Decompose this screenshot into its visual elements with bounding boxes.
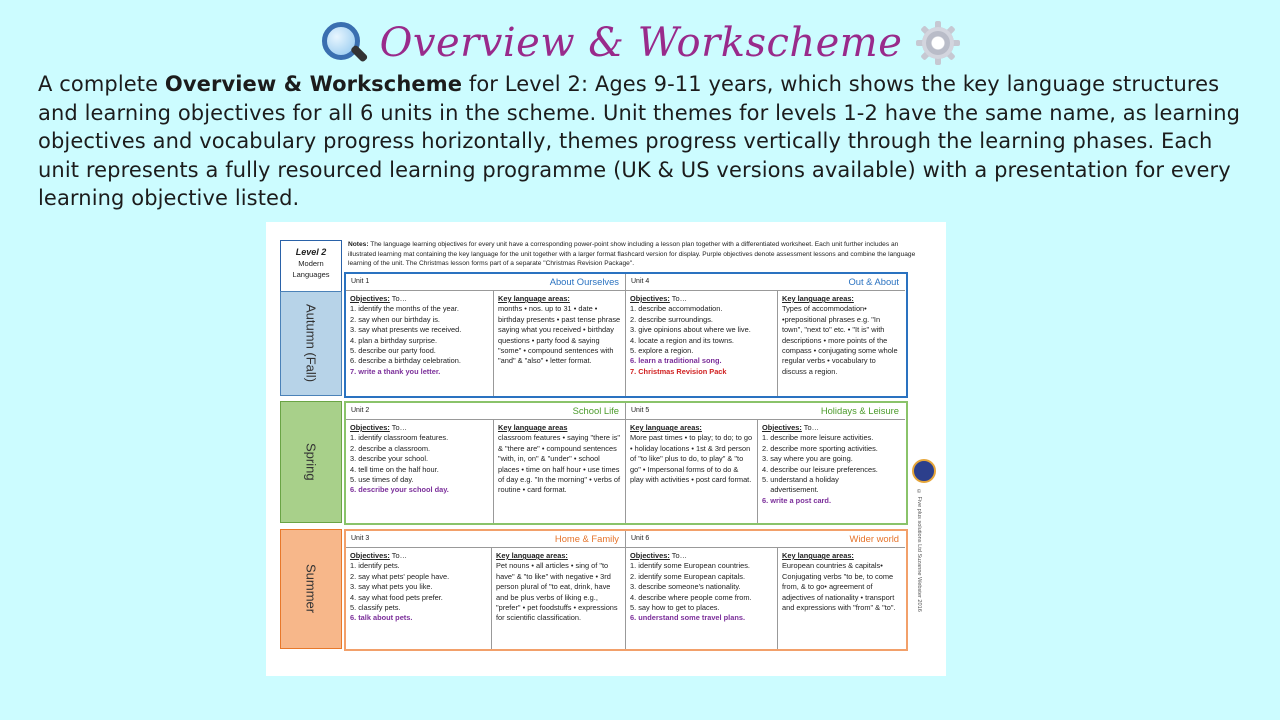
key-language: Key language areas: Types of accommodation• •prepositional phrases e.g. "In town", "next to" etc. • "It is" with descriptions • more points of the compass • conjugating some whole regular verbs • vocabulary to discuss a region. <box>782 294 898 376</box>
page-title: Overview & Workscheme <box>379 20 903 66</box>
key-language: Key language areas: European countries & capitals• Conjugating verbs "to be, to come from, & to go• agreement of adjectives of nationality • transport and expressions with "from" & "to". <box>782 551 896 613</box>
copyright: © Five plus solutions Ltd Suzanne Webster 2016 <box>916 489 922 612</box>
objectives: Objectives: To… 1. identify classroom features. 2. describe a classroom. 3. describe your school. 4. tell time on the half hour. 5. use times of day. 6. describe your school day. <box>346 420 494 523</box>
key-language: Key language areas classroom features • saying "there is" & "there are" • compound sentences "with, in, on" & "under" • school places • time on half hour • use times of day e.g. "In the morning" • verbs of routine • card format. <box>498 423 621 495</box>
key-language: Key language areas: Pet nouns • all articles • sing of "to have" & "to like" with negative • 3rd person plural of "to eat, drink, have and be plus verbs of liking e.g., "prefer" • pet foodstuffs • expressions for scientific classification. <box>496 551 618 623</box>
objectives: Objectives: To… 1. describe more leisure activities. 2. describe more sporting activities. 3. say where you are going. 4. describe our leisure preferences. 5. understand a holiday advertisement. 6. write a post card. <box>762 423 878 505</box>
unit-4: Unit 4 Out & About Objectives: To… 1. describe accommodation. 2. describe surroundings. 3. give opinions about where we live. 4. locate a region and its towns. 5. explore a region. 6. learn a traditional song. 7. Christmas Revision Pack Key language areas: Types of accommodation• •prepositional phrases e.g. "In town", "next to" etc. • "It is" with descriptions • more points of the compass • conjugating some whole regular verbs • vocabulary to discuss a region. <box>625 274 905 396</box>
key-language: Key language areas: More past times • to play; to do; to go • holiday locations • 1st & 3rd person of "to like" plus to do, to play" & "to go" • Impersonal forms of to do & play with activities • post card format. <box>626 420 758 523</box>
unit-5: Unit 5 Holidays & Leisure Key language areas: More past times • to play; to do; to go • holiday locations • 1st & 3rd person of "to like" plus to do, to play" & "to go" • Impersonal forms of to do & play with activities • post card format. Objectives: To… 1. describe more leisure activities. 2. describe more sporting activities. 3. say where you are going. 4. describe our leisure preferences. 5. understand a holiday advertisement. 6. write a post card. <box>625 403 905 523</box>
objectives: Objectives: To… 1. describe accommodation. 2. describe surroundings. 3. give opinions about where we live. 4. locate a region and its towns. 5. explore a region. 6. learn a traditional song. 7. Christmas Revision Pack <box>626 291 778 396</box>
unit-3: Unit 3 Home & Family Objectives: To… 1. identify pets. 2. say what pets' people have. 3. say what pets you like. 4. say what food pets prefer. 5. classify pets. 6. talk about pets. Key language areas: Pet nouns • all articles • sing of "to have" & "to like" with negative • 3rd person plural of "to eat, drink, have and be plus verbs of liking e.g., "prefer" • pet foodstuffs • expressions for scientific classification. <box>346 531 625 649</box>
title-row <box>0 14 1280 72</box>
summer-block <box>344 529 908 651</box>
unit-2: Unit 2 School Life Objectives: To… 1. identify classroom features. 2. describe a classroom. 3. describe your school. 4. tell time on the half hour. 5. use times of day. 6. describe your school day. Key language areas classroom features • saying "there is" & "there are" • compound sentences "with, in, on" & "under" • school places • time on half hour • use times of day e.g. "In the morning" • verbs of routine • card format. <box>346 403 625 523</box>
magnifying-glass-icon <box>320 20 366 66</box>
notes: Notes: The language learning objectives for every unit have a corresponding power-point show including a lesson plan together with a differentiated worksheet. Each unit further includes an illustrated learning mat containing the key language for the unit together with a larger format flashcard version for display. Purple objectives denote assessment lessons and combine the language learning of the unit. The Christmas lesson forms part of a separate "Christmas Revision Package". <box>348 241 916 268</box>
key-language: Key language areas: months • nos. up to 31 • date • birthday presents • past tense phrase saying what you received • birthday questions • party food & saying "some" • compound sentences with "and" & "also" • letter format. <box>498 294 621 366</box>
objectives: Objectives: To… 1. identify some European countries. 2. identify some European capitals. 3. describe someone's nationality. 4. describe where people come from. 5. say how to get to places. 6. understand some travel plans. <box>626 548 778 649</box>
gear-icon <box>916 21 960 65</box>
intro-bold: Overview & Workscheme <box>164 72 463 96</box>
level-box: Level 2 Modern Languages <box>280 240 342 292</box>
unit-1: Unit 1 About Ourselves Objectives: To… 1. identify the months of the year. 2. say when our birthday is. 3. say what presents we received. 4. plan a birthday surprise. 5. describe our party food. 6. describe a birthday celebration. 7. write a thank you letter. Key language areas: months • nos. up to 31 • date • birthday presents • past tense phrase saying what you received • birthday questions • party food & saying "some" • compound sentences with "and" & "also" • letter format. <box>346 274 625 396</box>
autumn-block <box>344 272 908 398</box>
spring-block <box>344 401 908 525</box>
objectives: Objectives: To… 1. identify the months of the year. 2. say when our birthday is. 3. say what presents we received. 4. plan a birthday surprise. 5. describe our party food. 6. describe a birthday celebration. 7. write a thank you letter. <box>346 291 494 396</box>
logo-badge-icon <box>912 459 936 483</box>
season-autumn: Autumn (Fall) <box>280 291 342 396</box>
season-summer: Summer <box>280 529 342 649</box>
intro-paragraph: A complete Overview & Workscheme for Level 2: Ages 9-11 years, which shows the key language structures and learning objectives for all 6 units in the scheme. Unit themes for levels 1-2 have the same name, as learning objectives and vocabulary progress horizontally, themes progress vertically through the learning phases. Each unit represents a fully resourced learning programme (UK & US versions available) with a presentation for every learning objective listed. <box>38 72 1241 211</box>
unit-6: Unit 6 Wider world Objectives: To… 1. identify some European countries. 2. identify some European capitals. 3. describe someone's nationality. 4. describe where people come from. 5. say how to get to places. 6. understand some travel plans. Key language areas: European countries & capitals• Conjugating verbs "to be, to come from, & to go• agreement of adjectives of nationality • transport and expressions with "from" & "to". <box>625 531 905 649</box>
workscheme-document <box>266 222 946 676</box>
objectives: Objectives: To… 1. identify pets. 2. say what pets' people have. 3. say what pets you like. 4. say what food pets prefer. 5. classify pets. 6. talk about pets. <box>346 548 492 649</box>
season-spring: Spring <box>280 401 342 523</box>
